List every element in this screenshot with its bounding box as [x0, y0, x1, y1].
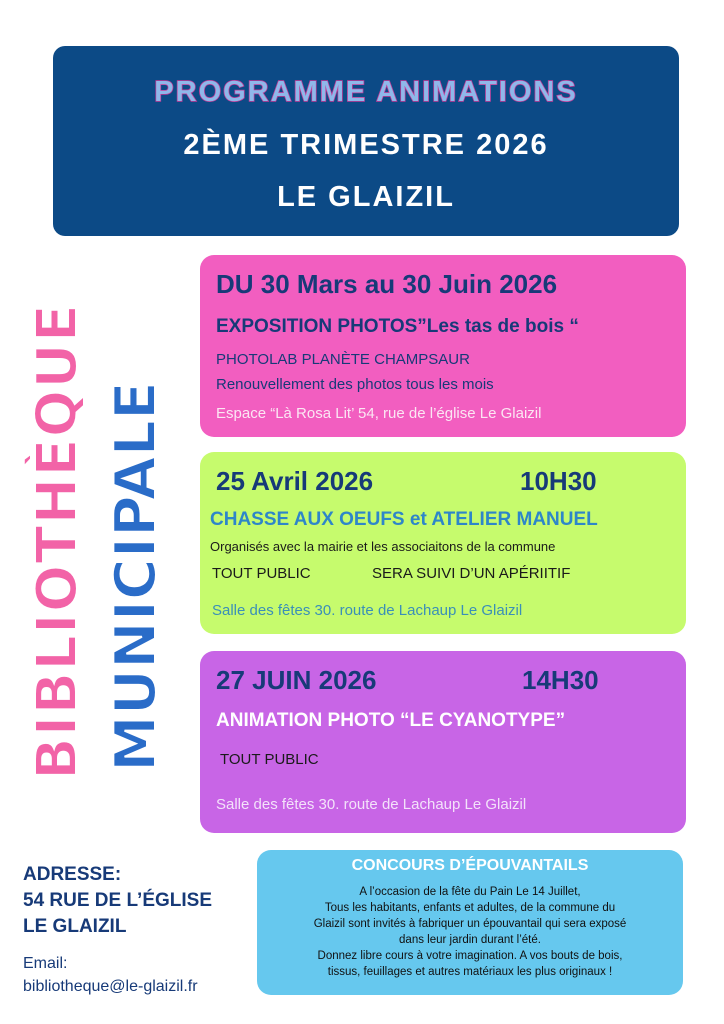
contest-text [267, 884, 673, 980]
side-title-bibliotheque: BIBLIOTHÈQUE [25, 303, 90, 780]
event-organizer: PHOTOLAB PLANÈTE CHAMPSAUR [216, 351, 470, 368]
event-time: 10H30 [520, 466, 597, 496]
header-quarter: 2ÈME TRIMESTRE 2026 [183, 129, 549, 161]
address-city: LE GLAIZIL [23, 916, 127, 937]
contest-line: dans leur jardin durant l’été. [399, 934, 541, 946]
event-title: EXPOSITION PHOTOS”Les tas de bois “ [216, 316, 579, 337]
address-label: ADRESSE: [23, 864, 122, 885]
contest-line: Donnez libre cours à votre imagination. A vos bouts de bois, [317, 950, 623, 962]
event-title: ANIMATION PHOTO “LE CYANOTYPE” [216, 710, 566, 731]
email-link[interactable]: bibliotheque@le-glaizil.fr [23, 978, 198, 995]
event-note: SERA SUIVI D’UN APÉRIITIF [372, 565, 571, 582]
address-street: 54 RUE DE L’ÉGLISE [23, 890, 212, 911]
event-card-exposition [200, 255, 686, 437]
event-card-cyanotype [200, 651, 686, 833]
event-date: DU 30 Mars au 30 Juin 2026 [216, 269, 558, 299]
event-organizer: Organisés avec la mairie et les associaitons de la commune [210, 539, 556, 554]
email-label: Email: [23, 955, 68, 972]
contest-title: CONCOURS D’ÉPOUVANTAILS [351, 857, 589, 874]
event-audience: TOUT PUBLIC [212, 565, 311, 582]
header-town: LE GLAIZIL [277, 181, 455, 213]
event-title: CHASSE AUX OEUFS et ATELIER MANUEL [210, 509, 598, 530]
contest-box [257, 850, 683, 995]
event-date: 25 Avril 2026 [216, 466, 374, 496]
header-banner [53, 46, 679, 236]
event-date: 27 JUIN 2026 [216, 665, 377, 695]
header-program-title: PROGRAMME ANIMATIONS [154, 76, 578, 108]
event-audience: TOUT PUBLIC [220, 751, 319, 768]
contest-line: Glaizil sont invités à fabriquer un épouvantail qui sera exposé [313, 918, 627, 930]
contest-line: Tous les habitants, enfants et adultes, de la commune du [324, 902, 616, 914]
event-card-chasse-oeufs [200, 452, 686, 634]
event-location: Salle des fêtes 30. route de Lachaup Le Glaizil [216, 796, 527, 813]
event-location: Espace “Là Rosa Lit’ 54, rue de l’église Le Glaizil [216, 405, 542, 422]
contest-line: A l’occasion de la fête du Pain Le 14 Juillet, [359, 886, 581, 898]
event-location: Salle des fêtes 30. route de Lachaup Le Glaizil [212, 602, 523, 619]
event-description: Renouvellement des photos tous les mois [216, 376, 494, 393]
side-title-municipale: MUNICIPALE [103, 381, 169, 772]
event-time: 14H30 [522, 665, 599, 695]
contest-line: tissus, feuillages et autres matériaux les plus originaux ! [327, 966, 613, 978]
